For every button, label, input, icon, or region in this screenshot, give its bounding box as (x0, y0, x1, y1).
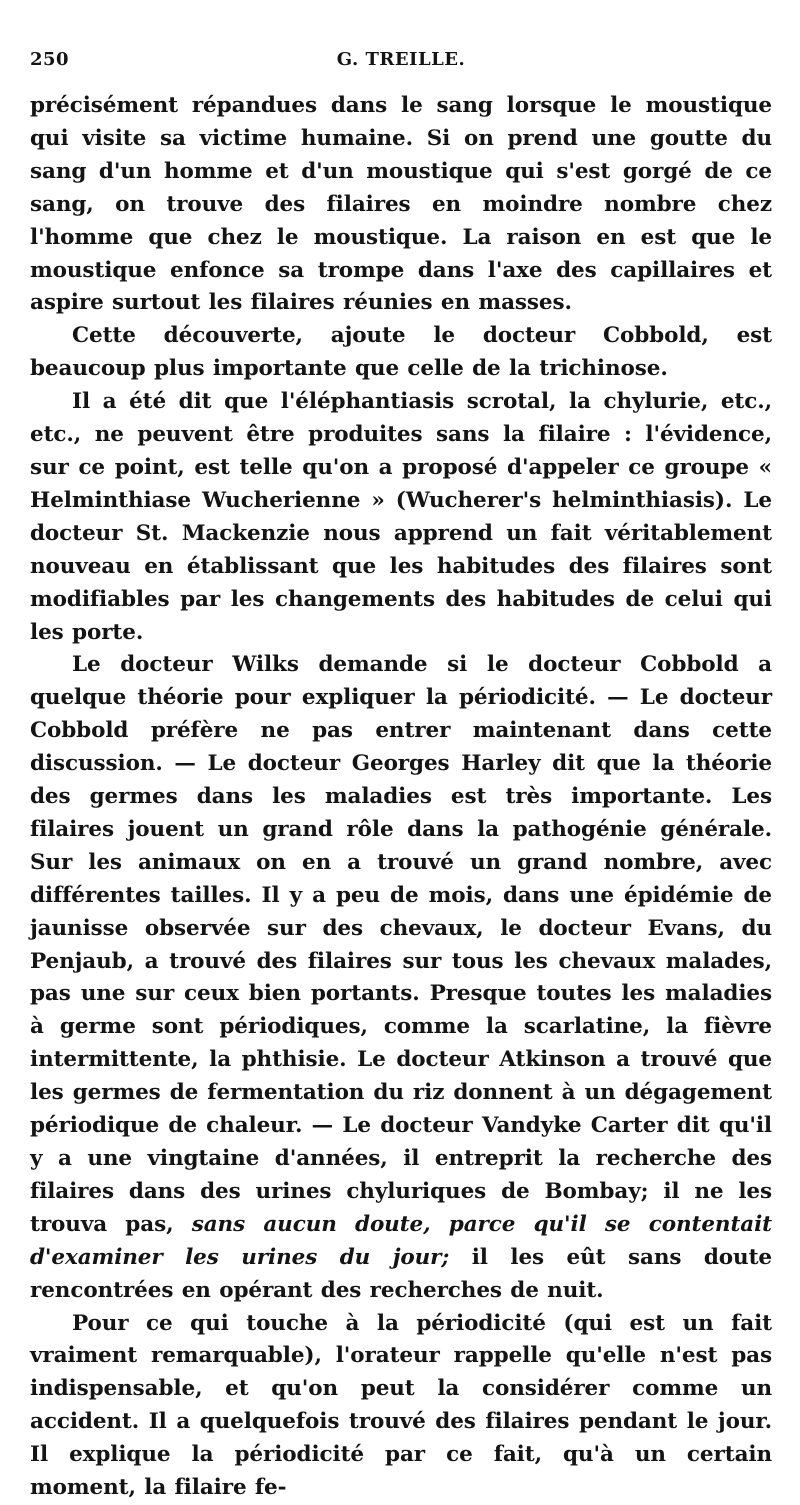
paragraph-4-text-after: il les eût sans doute rencontrées en opérant des recherches de nuit. (30, 1244, 772, 1303)
paragraph-4-italic-passage: sans aucun doute, parce qu'il se contentait d'examiner les urines du jour; (30, 1211, 773, 1270)
running-title: G. TREILLE. (336, 49, 466, 70)
running-head (30, 49, 772, 75)
paragraph-3: Il a été dit que l'éléphantiasis scrotal, la chylurie, etc., etc., ne peuvent être produites sans la filaire : l'évidence, sur ce point, est telle qu'on a proposé d'appeler ce groupe « Helminthiase Wucherienne » (Wucherer's helminthiasis). Le docteur St. Mackenzie nous apprend un fait véritablement nouveau en établissant que les habitudes des filaires sont modifiables par les changements des habitudes de celui qui les porte. (30, 389, 772, 645)
page-number: 250 (30, 49, 70, 70)
paragraph-4 (30, 649, 772, 1307)
paragraph-1: précisément répandues dans le sang lorsque le moustique qui visite sa victime humaine. Si on prend une goutte du sang d'un homme et d'un moustique qui s'est gorgé de ce sang, on trouve des filaires en moindre nombre chez l'homme que chez le moustique. La raison en est que le moustique enfonce sa trompe dans l'axe des capillaires et aspire surtout les filaires réunies en masses. (30, 93, 772, 316)
paragraph-4-text-before: Le docteur Wilks demande si le docteur Cobbold a quelque théorie pour expliquer la périodicité. — Le docteur Cobbold préfère ne pas entrer maintenant dans cette discussion. — Le docteur Georges Harley dit que la théorie des germes dans les maladies est très importante. Les filaires jouent un grand rôle dans la pathogénie générale. Sur les animaux on en a trouvé un grand nombre, avec différentes tailles. Il y a peu de mois, dans une épidémie de jaunisse observée sur des chevaux, le docteur Evans, du Penjaub, a trouvé des filaires sur tous les chevaux malades, pas une sur ceux bien portants. Presque toutes les maladies à germe sont périodiques, comme la scarlatine, la fièvre intermittente, la phthisie. Le docteur Atkinson a trouvé que les germes de fermentation du riz donnent à un dégagement périodique de chaleur. — Le docteur Vandyke Carter dit qu'il y a une vingtaine d'années, il entreprit la recherche des filaires dans des urines chyluriques de Bombay; il ne les trouva pas, (30, 652, 772, 1237)
body-text (30, 90, 772, 1505)
book-page (30, 0, 773, 1501)
paragraph-2: Cette découverte, ajoute le docteur Cobbold, est beaucoup plus importante que celle de la trichinose. (30, 323, 772, 382)
paragraph-5: Pour ce qui touche à la périodicité (qui est un fait vraiment remarquable), l'orateur rappelle qu'elle n'est pas indispensable, et qu'on peut la considérer comme un accident. Il a quelquefois trouvé des filaires pendant le jour. Il explique la périodicité par ce fait, qu'à un certain moment, la filaire fe- (30, 1310, 772, 1501)
